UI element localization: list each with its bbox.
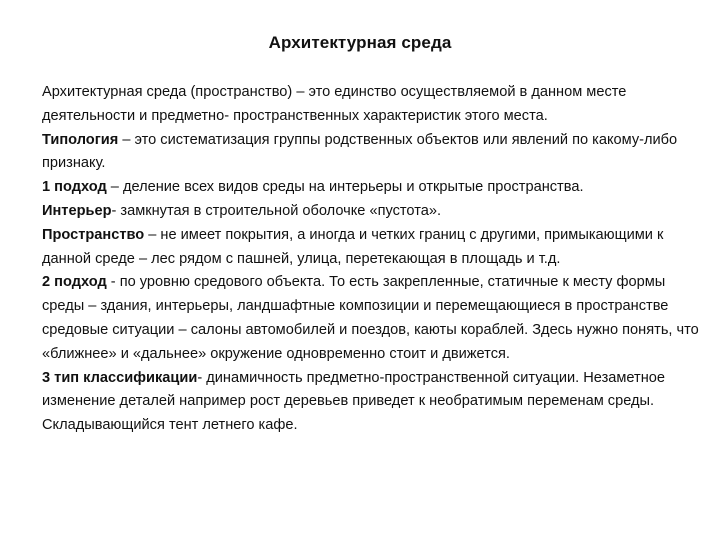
paragraph-space: [42, 224, 702, 272]
approach-1-text: – деление всех видов среды на интерьеры и открытые пространства.: [106, 179, 584, 196]
term-approach-2: 2 подход: [42, 274, 107, 291]
classification-3-text: - динамичность предметно-пространственной ситуации. Незаметное изменение деталей например рост деревьев приведет к необратимым переменам среды. Складывающийся тент летнего кафе.: [42, 369, 666, 434]
term-typology: Типология: [42, 131, 119, 148]
paragraph-interior: [42, 200, 702, 224]
slide-title: Архитектурная среда: [268, 33, 452, 52]
slide-body: [42, 81, 702, 438]
definition-text: – это единство осуществляемой в данном месте деятельности и предметно- пространственных характеристик этого места.: [42, 84, 627, 124]
term-architectural-environment: Архитектурная среда (пространство): [42, 84, 293, 100]
paragraph-classification-3: [42, 367, 702, 438]
paragraph-approach-1: [42, 176, 702, 200]
term-approach-1: 1 подход: [42, 179, 107, 196]
space-text: – не имеет покрытия, а иногда и четких границ с другими, примыкающими к данной среде – лес рядом с пашней, улица, перетекающая в площадь и т.д.: [42, 226, 664, 267]
term-interior: Интерьер: [42, 202, 112, 219]
paragraph-typology: [42, 129, 702, 177]
paragraph-definition: [42, 81, 702, 129]
term-classification-3: 3 тип классификации: [42, 369, 198, 386]
typology-text: – это систематизация группы родственных объектов или явлений по какому-либо признаку.: [42, 131, 678, 172]
approach-2-text: - по уровню средового объекта. То есть закрепленные, статичные к месту формы среды – здания, интерьеры, ландшафтные композиции и перемещающиеся в пространстве средовые ситуации – салоны автомобилей и поездов, каюты кораблей. Здесь нужно понять, что «ближнее» и «дальнее» окружение одновременно стоит и движется.: [42, 274, 699, 362]
interior-text: - замкнутая в строительной оболочке «пустота».: [111, 202, 442, 219]
term-space: Пространство: [42, 226, 145, 243]
paragraph-approach-2: [42, 271, 702, 366]
